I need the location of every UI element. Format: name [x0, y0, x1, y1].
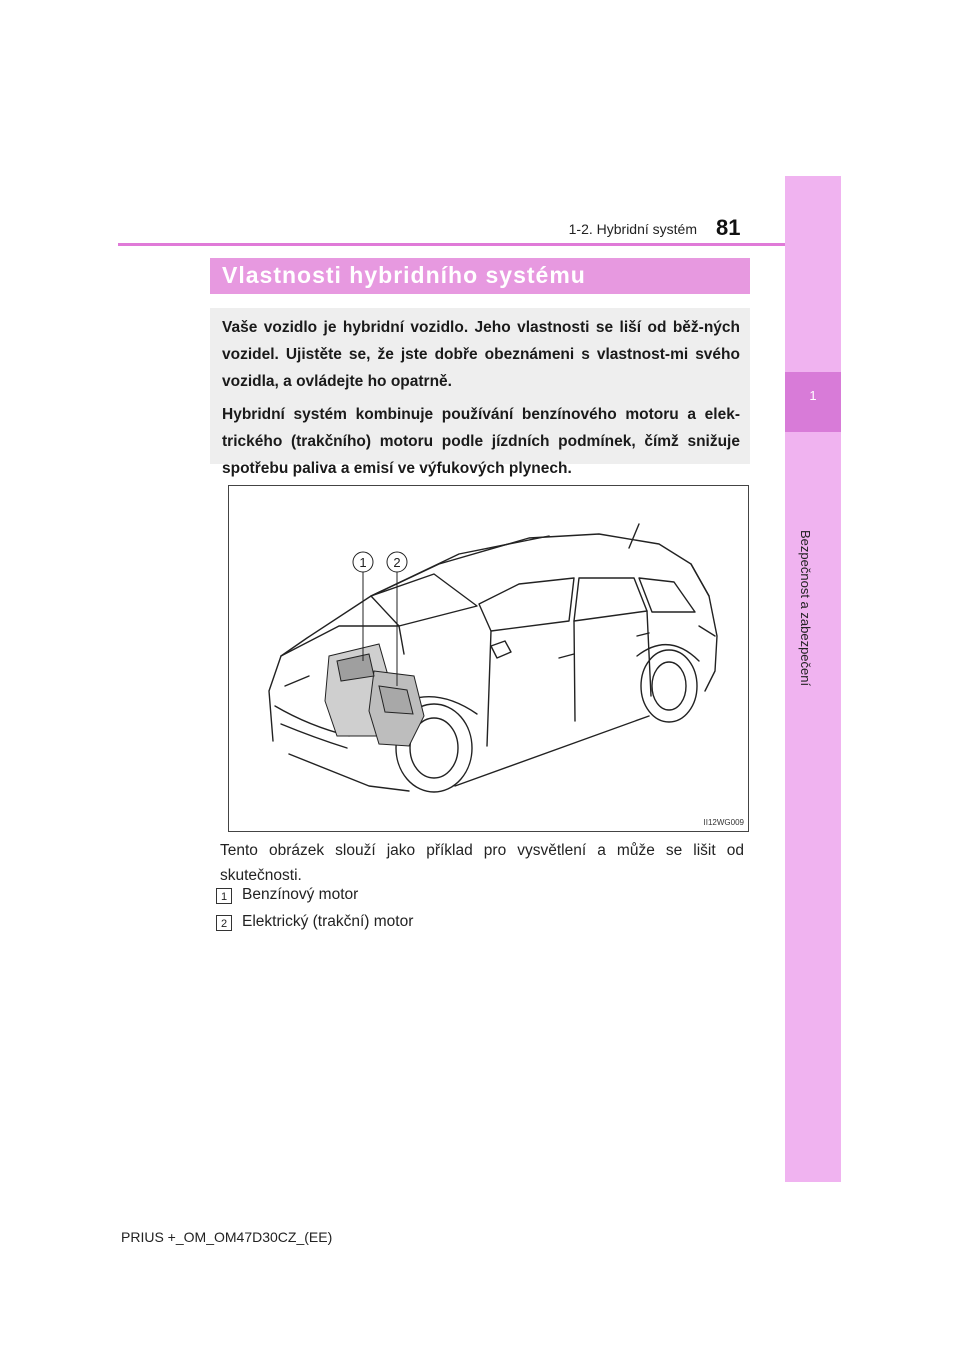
page-number: 81 — [716, 215, 741, 240]
svg-text:1: 1 — [359, 555, 367, 570]
section-label: 1-2. Hybridní systém — [568, 221, 697, 237]
intro-box — [210, 308, 750, 477]
figure-code: II12WG009 — [703, 818, 744, 827]
legend-number: 2 — [216, 915, 232, 931]
svg-text:2: 2 — [393, 555, 401, 570]
legend-number: 1 — [216, 888, 232, 904]
section-title-bar — [210, 258, 750, 294]
chapter-title: Bezpečnost a zabezpečení — [798, 530, 813, 687]
car-drawing — [229, 486, 748, 831]
callout-1 — [353, 552, 373, 572]
header-rule — [118, 243, 785, 246]
intro-paragraph-1: Vaše vozidlo je hybridní vozidlo. Jeho vlastnosti se liší od běž-ných vozidel. Ujistěte se, že jste dobře obeznámeni s vlastnost-mi svého vozidla, a ovládejte ho opatrně. — [222, 319, 740, 390]
legend-label: Benzínový motor — [242, 886, 359, 903]
car-illustration — [228, 485, 749, 832]
callout-2 — [387, 552, 407, 572]
chapter-number: 1 — [809, 388, 817, 403]
figure-caption: Tento obrázek slouží jako příklad pro vysvětlení a může se lišit od skutečnosti. — [220, 842, 744, 884]
legend-label: Elektrický (trakční) motor — [242, 913, 414, 930]
intro-paragraph-2: Hybridní systém kombinuje používání benzínového motoru a elek-trického (trakčního) motoru podle jízdních podmínek, čímž snižuje spotřebu paliva a emisí ve výfukových plynech. — [222, 406, 740, 477]
footer-code: PRIUS +_OM_OM47D30CZ_(EE) — [121, 1229, 333, 1245]
side-tab — [785, 176, 841, 1182]
section-title: Vlastnosti hybridního systému — [222, 262, 586, 288]
